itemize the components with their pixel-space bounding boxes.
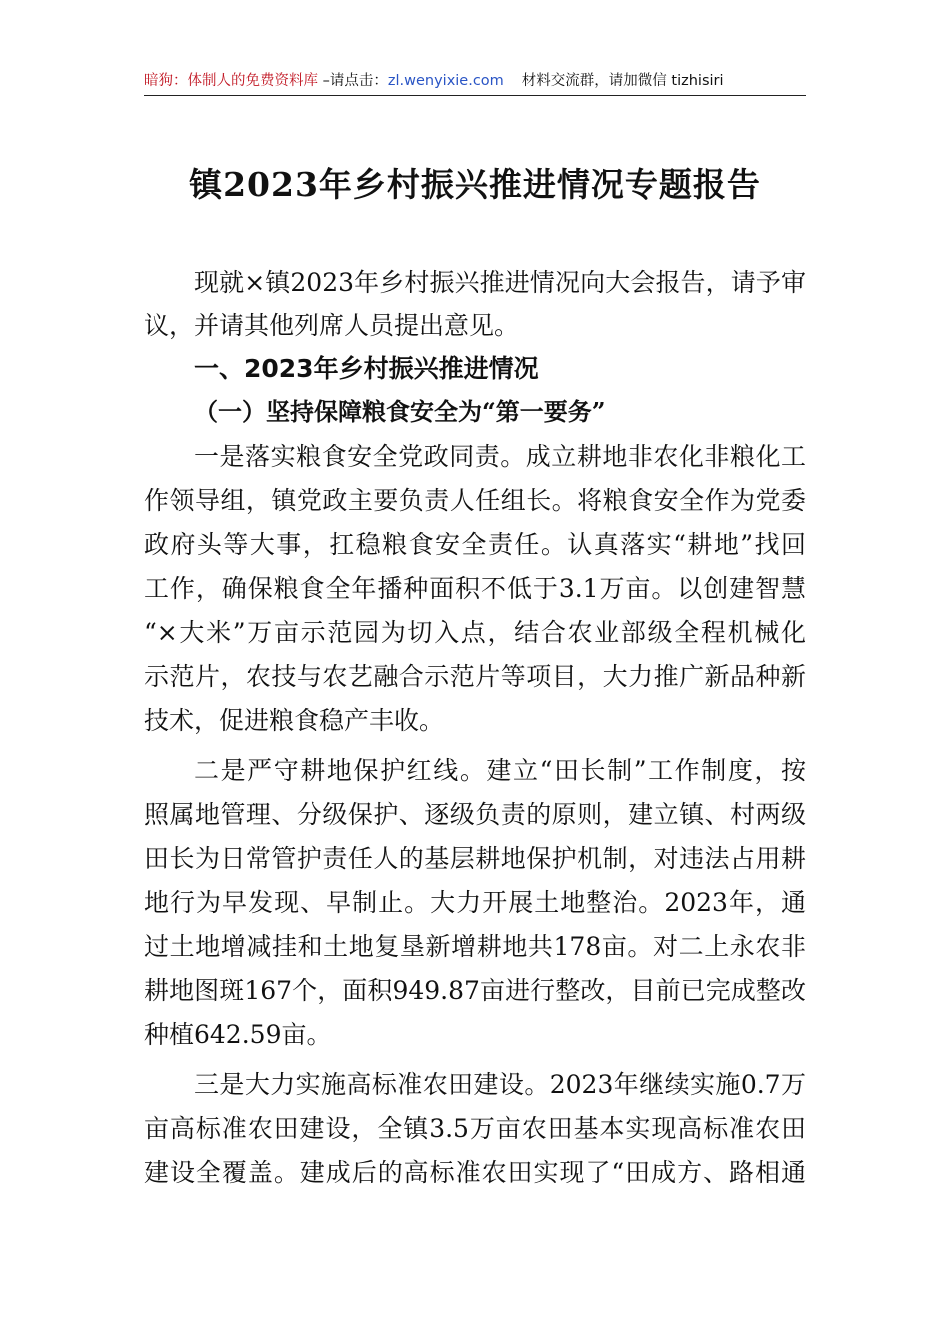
para2-line-3: 田长为日常管护责任人的基层耕地保护机制，对违法占用耕 bbox=[144, 844, 806, 873]
para1-line-4: 工作，确保粮食全年播种面积不低于3.1万亩。以创建智慧 bbox=[144, 574, 806, 603]
document-title: 镇2023年乡村振兴推进情况专题报告 bbox=[189, 165, 761, 204]
para3-line-2: 亩高标准农田建设，全镇3.5万亩农田基本实现高标准农田 bbox=[144, 1114, 806, 1143]
header-link[interactable]: zl.wenyixie.com bbox=[387, 73, 504, 89]
para1-line-7: 技术，促进粮食稳产丰收。 bbox=[144, 706, 445, 735]
para1-line-2: 作领导组，镇党政主要负责人任组长。将粮食安全作为党委 bbox=[144, 486, 806, 515]
para2-line-1: 二是严守耕地保护红线。建立“田长制”工作制度，按 bbox=[194, 756, 806, 785]
para2-line-4: 地行为早发现、早制止。大力开展土地整治。2023年，通 bbox=[144, 888, 806, 917]
subsection-heading: （一）坚持保障粮食安全为“第一要务” bbox=[194, 397, 606, 426]
para3-line-1: 三是大力实施高标准农田建设。2023年继续实施0.7万 bbox=[194, 1070, 806, 1099]
document-header bbox=[144, 68, 804, 94]
para2-line-2: 照属地管理、分级保护、逐级负责的原则，建立镇、村两级 bbox=[144, 800, 806, 829]
para1-line-3: 政府头等大事，扛稳粮食安全责任。认真落实“耕地”找回 bbox=[144, 530, 806, 559]
para1-line-1: 一是落实粮食安全党政同责。成立耕地非农化非粮化工 bbox=[194, 442, 806, 471]
para3-line-3: 建设全覆盖。建成后的高标准农田实现了“田成方、路相通 bbox=[144, 1158, 806, 1187]
para1-line-6: 示范片，农技与农艺融合示范片等项目，大力推广新品种新 bbox=[144, 662, 806, 691]
header-divider bbox=[144, 95, 806, 96]
para2-line-7: 种植642.59亩。 bbox=[144, 1020, 332, 1049]
header-contact: 材料交流群，请加微信 tizhisiri bbox=[521, 73, 724, 89]
section-heading: 一、2023年乡村振兴推进情况 bbox=[194, 354, 539, 383]
para1-line-5: “×大米”万亩示范园为切入点，结合农业部级全程机械化 bbox=[144, 618, 806, 647]
para2-line-5: 过土地增减挂和土地复垦新增耕地共178亩。对二上永农非 bbox=[144, 932, 806, 961]
intro-line-2: 议，并请其他列席人员提出意见。 bbox=[144, 311, 520, 340]
header-brand: 暗狗：体制人的免费资料库 bbox=[144, 73, 318, 89]
header-prompt: –请点击： bbox=[318, 73, 388, 89]
para2-line-6: 耕地图斑167个，面积949.87亩进行整改，目前已完成整改 bbox=[144, 976, 806, 1005]
intro-line-1: 现就×镇2023年乡村振兴推进情况向大会报告，请予审 bbox=[194, 268, 806, 297]
